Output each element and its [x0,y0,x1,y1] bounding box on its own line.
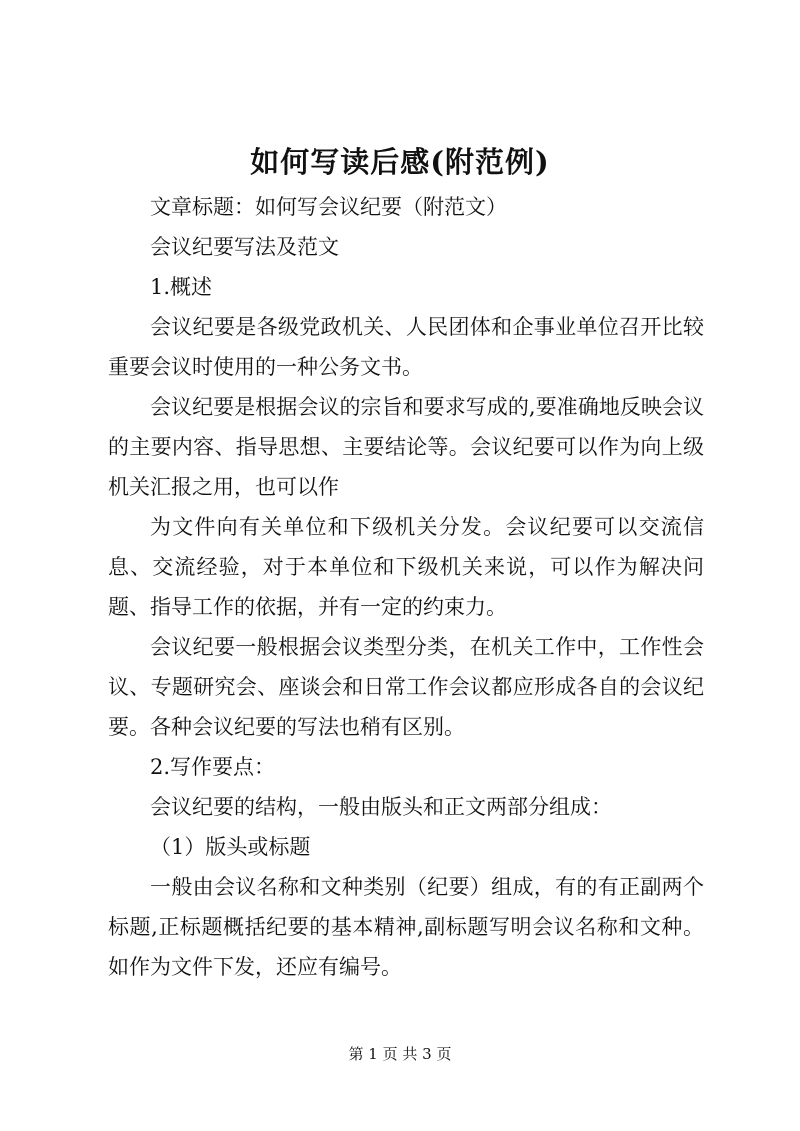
paragraph-section-overview: 1.概述 [150,275,213,299]
paragraph-section-writing-points: 2.写作要点： [150,755,276,779]
paragraph-article-title: 文章标题：如何写会议纪要（附范文） [150,195,507,219]
paragraph-header-description: 一般由会议名称和文种类别（纪要）组成，有的有正副两个标题,正标题概括纪要的基本精神,副标题写明会议名称和文种。如作为文件下发，还应有编号。 [108,875,704,979]
paragraph-purpose: 会议纪要是根据会议的宗旨和要求写成的,要准确地反映会议的主要内容、指导思想、主要结论等。会议纪要可以作为向上级机关汇报之用，也可以作 [108,395,704,499]
paragraph-classification: 会议纪要一般根据会议类型分类，在机关工作中，工作性会议、专题研究会、座谈会和日常工作会议都应形成各自的会议纪要。各种会议纪要的写法也稍有区别。 [108,635,704,739]
paragraph-subtitle: 会议纪要写法及范文 [150,235,339,259]
paragraph-distribution: 为文件向有关单位和下级机关分发。会议纪要可以交流信息、交流经验，对于本单位和下级机关来说，可以作为解决问题、指导工作的依据，并有一定的约束力。 [108,515,704,619]
paragraph-structure: 会议纪要的结构，一般由版头和正文两部分组成： [150,795,612,819]
document-title: 如何写读后感(附范例) [250,145,550,179]
paragraph-header-title: （1）版头或标题 [150,835,311,859]
paragraph-definition: 会议纪要是各级党政机关、人民团体和企事业单位召开比较重要会议时使用的一种公务文书。 [108,315,704,379]
document-body [108,187,704,987]
page-footer: 第 1 页 共 3 页 [348,1045,452,1063]
